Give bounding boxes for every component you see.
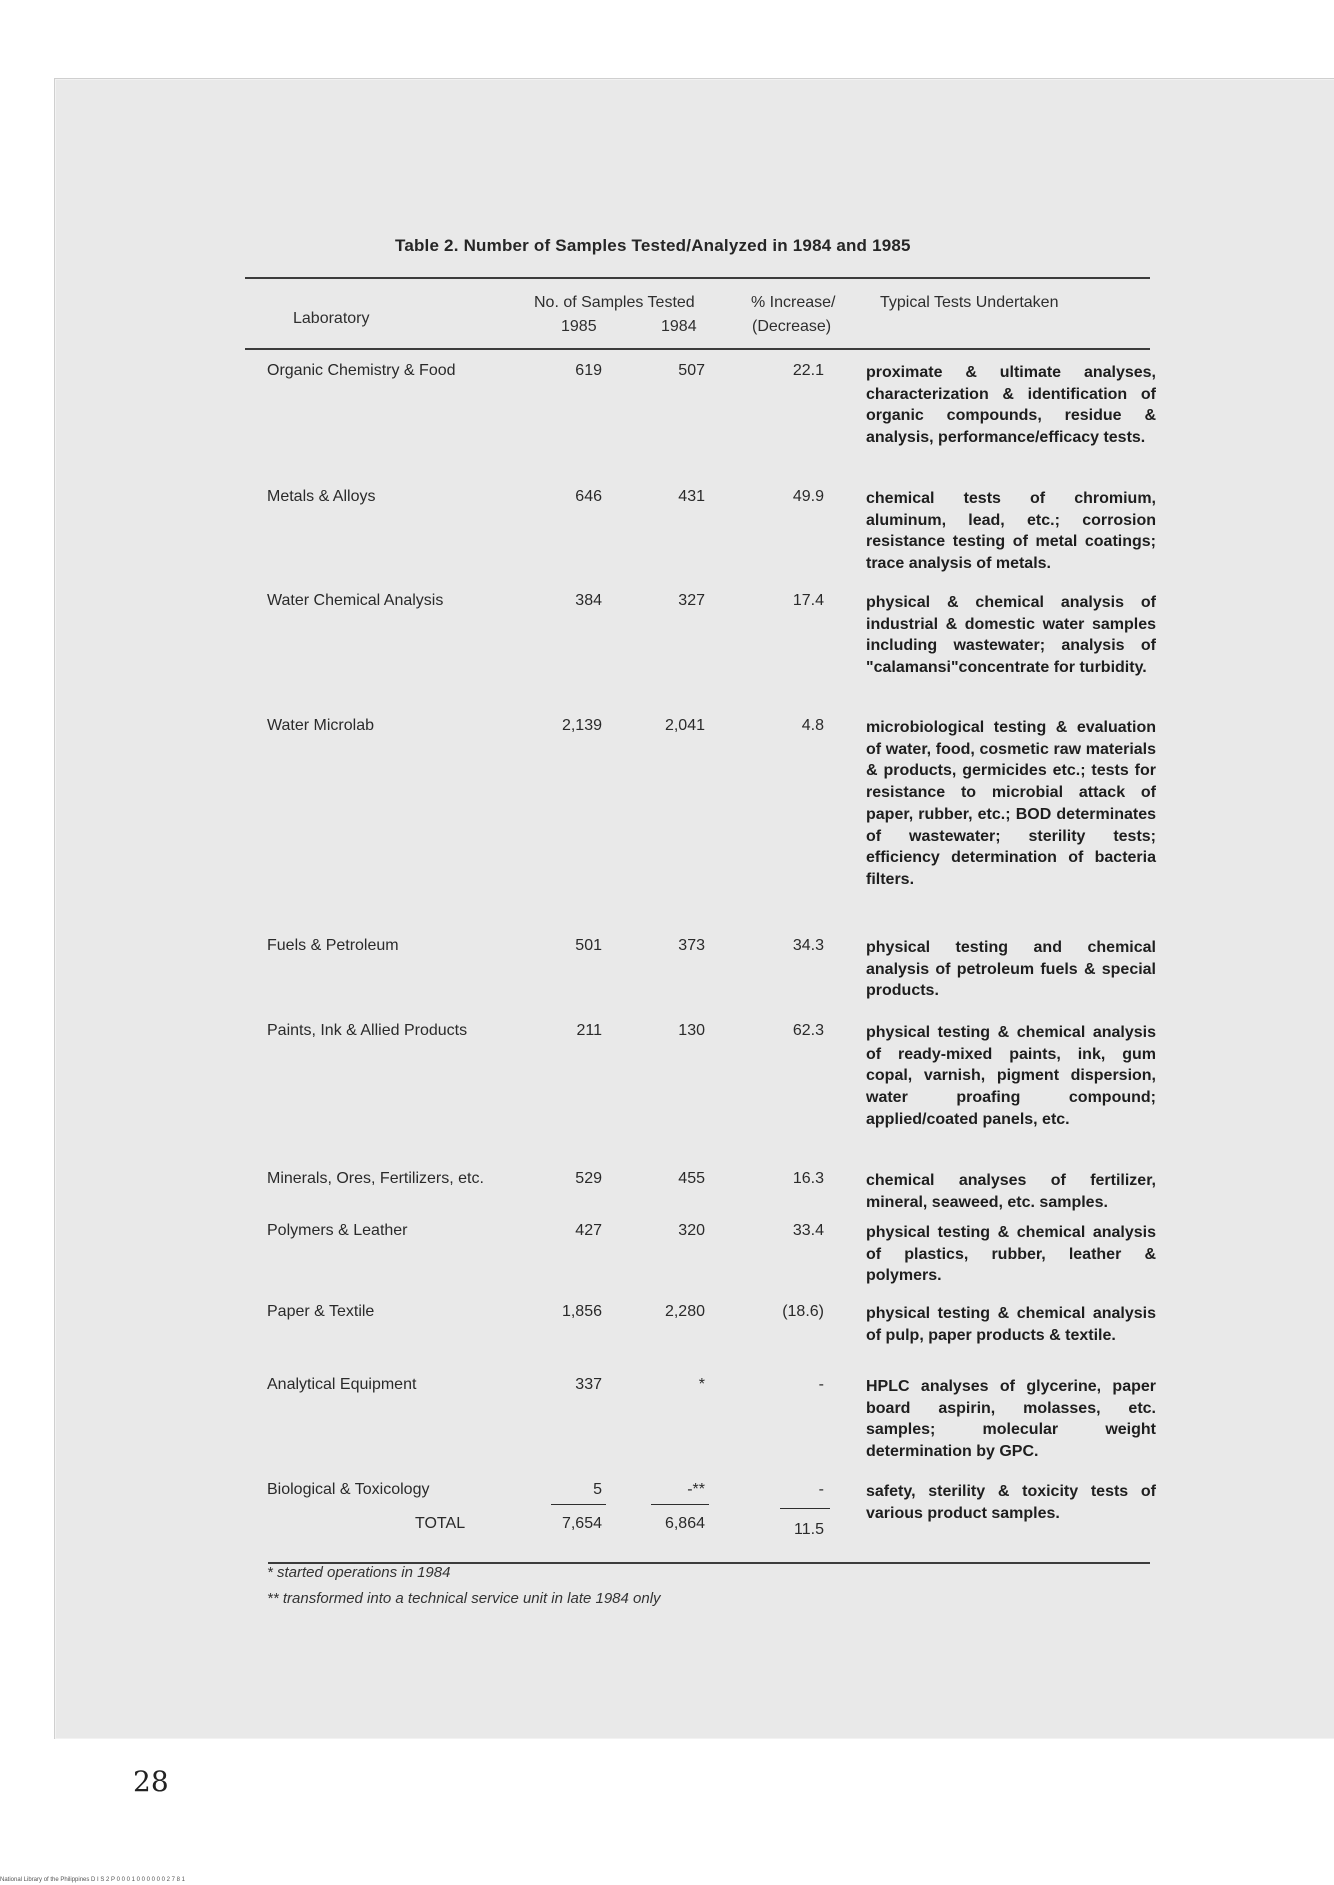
sum-underline-1985: [551, 1504, 606, 1505]
row-typical-tests: microbiological testing & evaluation of water, food, cosmetic raw materials & products, germicides etc.; tests for resistance to microbial attack of paper, rubber, etc.; BOD determinates of wastewater; sterility tests; efficiency determination of bacteria filters.: [866, 719, 1156, 888]
row-typical-tests: physical testing & chemical analysis of pulp, paper products & textile.: [866, 1305, 1156, 1344]
header-bottom-rule: [245, 348, 1150, 350]
row-1984-count: 2,041: [664, 717, 705, 734]
sum-underline-1984: [651, 1504, 709, 1505]
header-1985: 1985: [561, 318, 597, 335]
row-1984-count: 373: [678, 937, 705, 954]
row-pct-change: -: [818, 1376, 824, 1393]
header-1984: 1984: [661, 318, 697, 335]
row-typical-tests: safety, sterility & toxicity tests of various product samples.: [866, 1483, 1156, 1522]
header-laboratory: Laboratory: [293, 310, 370, 327]
table-title: Table 2. Number of Samples Tested/Analyzed in 1984 and 1985: [395, 236, 911, 255]
row-pct-change: (18.6): [782, 1303, 824, 1320]
row-1984-count: *: [698, 1376, 705, 1393]
total-1984: 6,864: [664, 1515, 705, 1532]
header-samples-tested: No. of Samples Tested: [534, 294, 695, 311]
row-laboratory: Metals & Alloys: [267, 488, 376, 505]
header-pct-increase: % Increase/: [751, 294, 836, 311]
row-typical-tests: physical testing & chemical analysis of ready-mixed paints, ink, gum copal, varnish, pigment dispersion, water proafing compound; applied/coated panels, etc.: [866, 1024, 1156, 1128]
row-laboratory: Fuels & Petroleum: [267, 937, 399, 954]
footnote-transformed: ** transformed into a technical service unit in late 1984 only: [267, 1590, 661, 1607]
page-number: 28: [133, 1765, 169, 1798]
row-1984-count: 455: [678, 1170, 705, 1187]
sum-underline-pct: [780, 1508, 830, 1509]
row-1984-count: 320: [678, 1222, 705, 1239]
row-1985-count: 646: [575, 488, 602, 505]
row-1984-count: 431: [678, 488, 705, 505]
row-1984-count: 507: [678, 362, 705, 379]
row-pct-change: 16.3: [792, 1170, 824, 1187]
row-typical-tests: physical testing and chemical analysis of petroleum fuels & special products.: [866, 939, 1156, 1000]
header-typical-tests: Typical Tests Undertaken: [880, 294, 1059, 311]
row-typical-tests: chemical analyses of fertilizer, mineral, seaweed, etc. samples.: [866, 1172, 1156, 1211]
row-1985-count: 2,139: [561, 717, 602, 734]
scan-credit: National Library of the Philippines D I S 2 P 0 0 0 1 0 0 0 0 0 0 2 7 8 1: [0, 1877, 186, 1883]
row-1985-count: 529: [575, 1170, 602, 1187]
row-1985-count: 211: [576, 1022, 602, 1039]
row-pct-change: 4.8: [801, 717, 824, 734]
row-pct-change: 34.3: [792, 937, 824, 954]
row-1984-count: 130: [678, 1022, 705, 1039]
row-laboratory: Water Microlab: [267, 717, 374, 734]
row-laboratory: Polymers & Leather: [267, 1222, 408, 1239]
row-pct-change: 49.9: [792, 488, 824, 505]
row-laboratory: Minerals, Ores, Fertilizers, etc.: [267, 1170, 484, 1187]
row-typical-tests: proximate & ultimate analyses, characterization & identification of organic compounds, residue & analysis, performance/efficacy tests.: [866, 364, 1156, 447]
row-laboratory: Organic Chemistry & Food: [267, 362, 456, 379]
row-1985-count: 5: [593, 1481, 602, 1498]
row-typical-tests: chemical tests of chromium, aluminum, lead, etc.; corrosion resistance testing of metal coatings; trace analysis of metals.: [866, 490, 1156, 573]
row-typical-tests: physical & chemical analysis of industrial & domestic water samples including wastewater; analysis of "calamansi"concentrate for turbidity.: [866, 594, 1156, 677]
row-laboratory: Analytical Equipment: [267, 1376, 417, 1393]
row-1985-count: 337: [575, 1376, 602, 1393]
row-1985-count: 1,856: [561, 1303, 602, 1320]
row-1985-count: 619: [575, 362, 602, 379]
row-pct-change: -: [818, 1481, 824, 1498]
row-1984-count: 327: [678, 592, 705, 609]
row-1984-count: -**: [687, 1481, 705, 1498]
row-1985-count: 427: [575, 1222, 602, 1239]
row-pct-change: 33.4: [792, 1222, 824, 1239]
row-1985-count: 501: [575, 937, 602, 954]
total-label: TOTAL: [415, 1515, 466, 1532]
row-1984-count: 2,280: [664, 1303, 705, 1320]
row-laboratory: Paints, Ink & Allied Products: [267, 1022, 468, 1039]
row-laboratory: Water Chemical Analysis: [267, 592, 444, 609]
row-typical-tests: HPLC analyses of glycerine, paper board aspirin, molasses, etc. samples; molecular weight determination by GPC.: [866, 1378, 1156, 1461]
row-pct-change: 62.3: [792, 1022, 824, 1039]
total-1985: 7,654: [561, 1515, 602, 1532]
row-pct-change: 22.1: [792, 362, 824, 379]
row-1985-count: 384: [575, 592, 602, 609]
footnote-started: * started operations in 1984: [267, 1564, 451, 1581]
row-laboratory: Biological & Toxicology: [267, 1481, 430, 1498]
row-laboratory: Paper & Textile: [267, 1303, 375, 1320]
row-pct-change: 17.4: [792, 592, 824, 609]
total-pct: 11.5: [794, 1521, 824, 1538]
header-pct-decrease: (Decrease): [752, 318, 832, 335]
table-top-rule: [245, 277, 1150, 279]
row-typical-tests: physical testing & chemical analysis of plastics, rubber, leather & polymers.: [866, 1224, 1156, 1285]
